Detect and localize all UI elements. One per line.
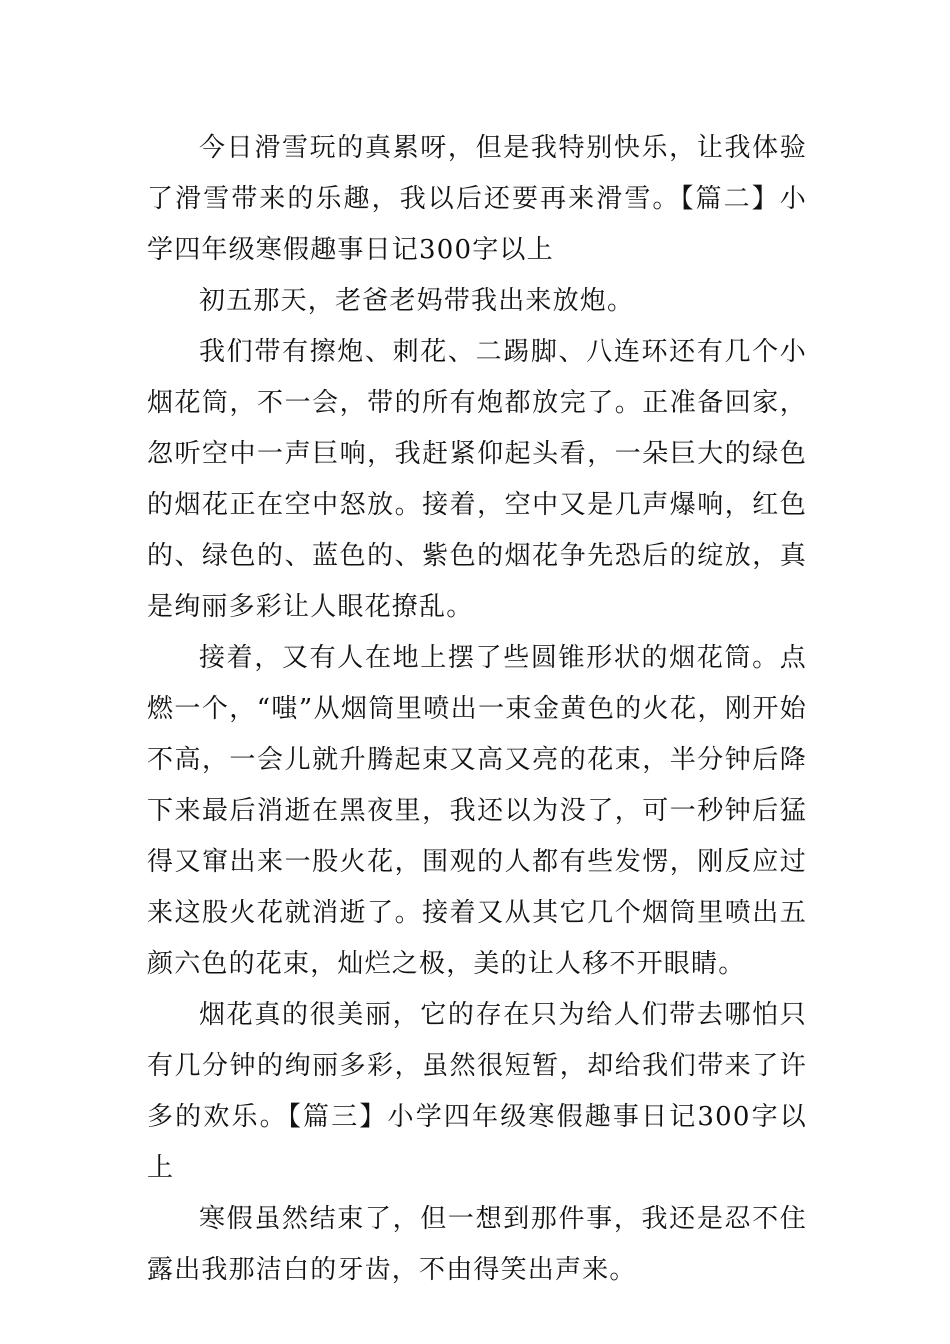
- paragraph: 接着，又有人在地上摆了些圆锥形状的烟花筒。点燃一个，“嗤”从烟筒里喷出一束金黄色的火花，刚开始不高，一会儿就升腾起束又高又亮的花束，半分钟后降下来最后消逝在黑夜里，我还以为没了，可一秒钟后猛得又窜出来一股火花，围观的人都有些发愣，刚反应过来这股火花就消逝了。接着又从其它几个烟筒里喷出五颜六色的花束，灿烂之极，美的让人移不开眼睛。: [147, 643, 807, 979]
- paragraph: 烟花真的很美丽，它的存在只为给人们带去哪怕只有几分钟的绚丽多彩，虽然很短暂，却给我们带来了许多的欢乐。【篇三】小学四年级寒假趣事日记300字以上: [147, 1000, 807, 1183]
- paragraph: 初五那天，老爸老妈带我出来放炮。: [199, 286, 635, 316]
- document-body: [147, 123, 807, 1296]
- paragraph: 寒假虽然结束了，但一想到那件事，我还是忍不住露出我那洁白的牙齿，不由得笑出声来。: [147, 1204, 807, 1285]
- paragraph: 今日滑雪玩的真累呀，但是我特别快乐，让我体验了滑雪带来的乐趣，我以后还要再来滑雪。【篇二】小学四年级寒假趣事日记300字以上: [147, 133, 807, 265]
- paragraph: 我们带有擦炮、刺花、二踢脚、八连环还有几个小烟花筒，不一会，带的所有炮都放完了。正准备回家，忽听空中一声巨响，我赶紧仰起头看，一朵巨大的绿色的烟花正在空中怒放。接着，空中又是几声爆响，红色的、绿色的、蓝色的、紫色的烟花争先恐后的绽放，真是绚丽多彩让人眼花撩乱。: [147, 337, 807, 622]
